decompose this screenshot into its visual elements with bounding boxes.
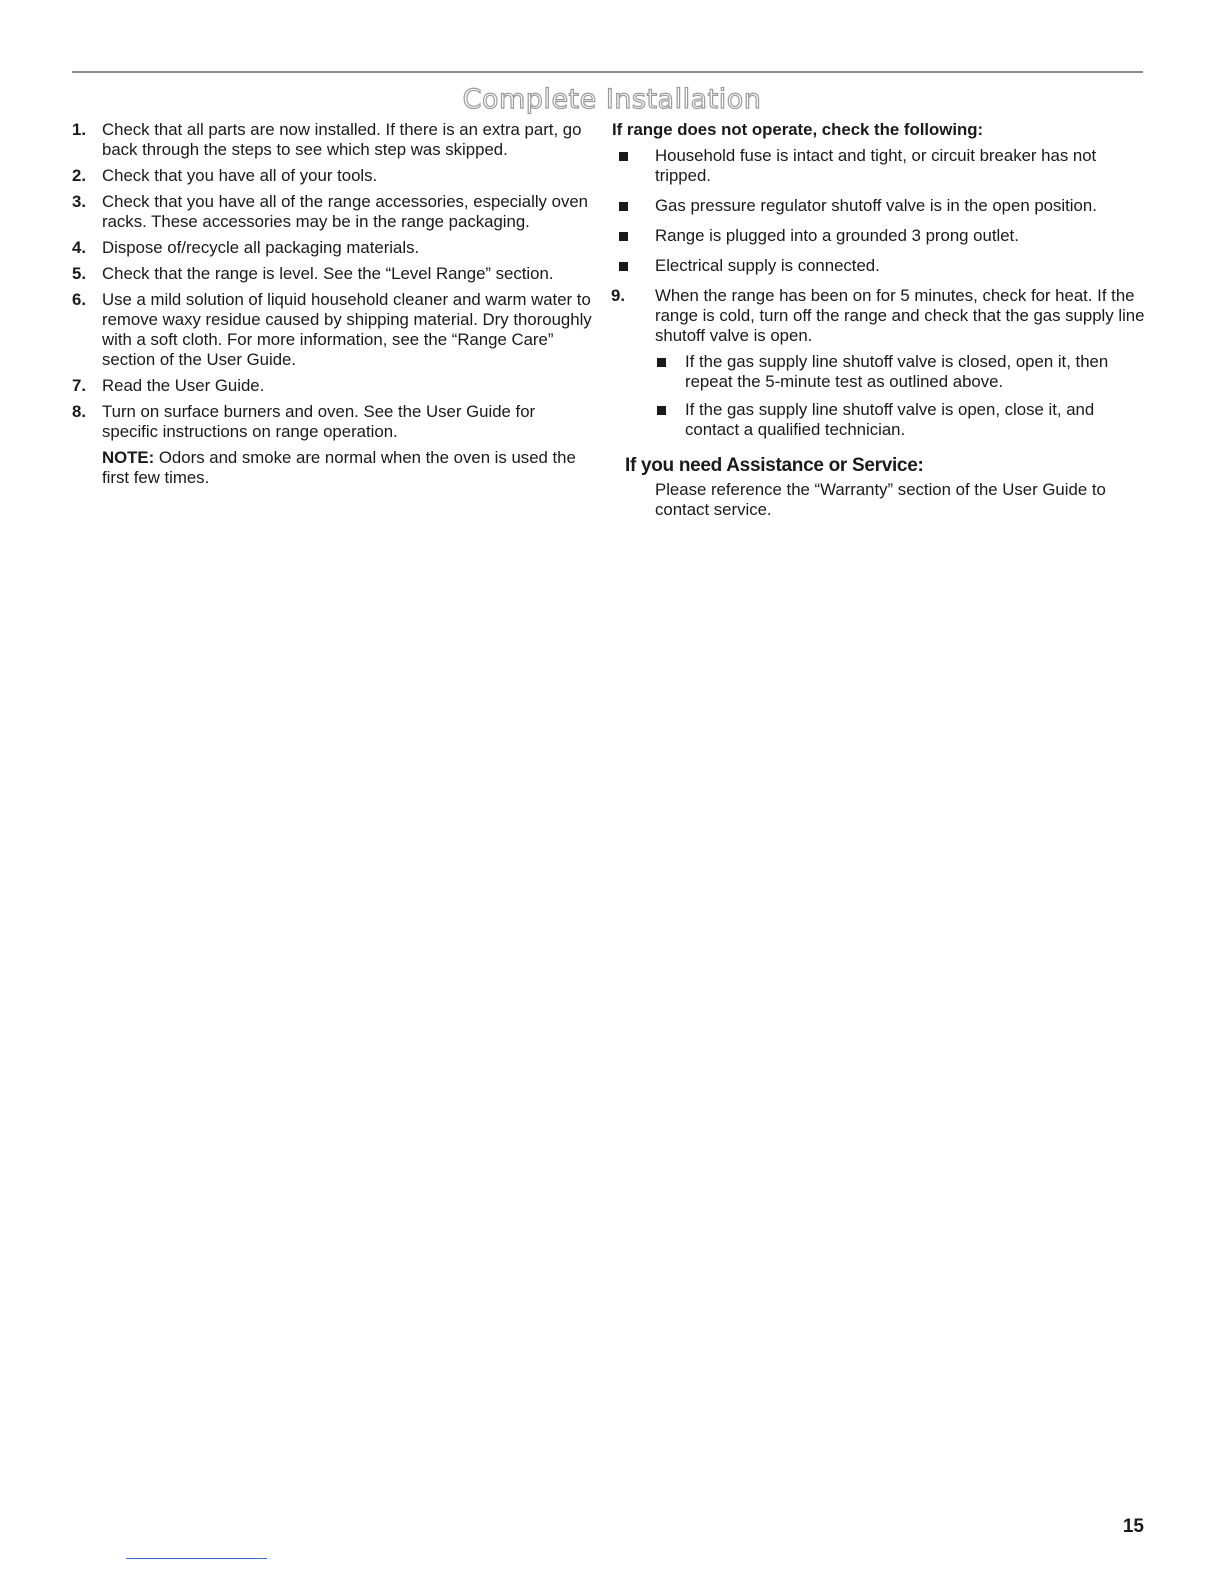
step-text: When the range has been on for 5 minutes, check for heat. If the range is cold, turn off the range and check that the gas supply line shutoff valve is open. (655, 286, 1145, 345)
step-text: Turn on surface burners and oven. See the User Guide for specific instructions on range operation. (102, 402, 536, 441)
step-text: Use a mild solution of liquid household cleaner and warm water to remove waxy residue caused by shipping material. Dry thoroughly with a soft cloth. For more information, see the “Range Care” section of the User Guide. (102, 290, 592, 369)
check-bullet (612, 146, 1147, 186)
step-text: Check that you have all of the range accessories, especially oven racks. These accessories may be in the range packaging. (102, 192, 589, 231)
check-bullet-text: Household fuse is intact and tight, or circuit breaker has not tripped. (655, 146, 1097, 185)
step-item (72, 402, 592, 488)
step-number: 5. (72, 264, 86, 283)
square-bullet-icon (619, 152, 628, 161)
step-item (72, 376, 592, 396)
step-item (72, 264, 592, 284)
page-title: Complete Installation (462, 84, 762, 115)
step-number: 9. (611, 286, 625, 305)
step-number: 1. (72, 120, 86, 139)
sub-bullet (655, 352, 1147, 392)
step-item (72, 166, 592, 186)
step-text: Dispose of/recycle all packaging materials. (102, 238, 420, 257)
sub-bullet-text: If the gas supply line shutoff valve is open, close it, and contact a qualified technician. (685, 400, 1095, 439)
check-bullet-text: Range is plugged into a grounded 3 prong outlet. (655, 226, 1019, 245)
note (102, 448, 592, 488)
square-bullet-icon (619, 202, 628, 211)
step-text: Check that the range is level. See the “Level Range” section. (102, 264, 554, 283)
bottom-rule (126, 1558, 267, 1559)
square-bullet-icon (657, 358, 666, 367)
right-column (612, 120, 1147, 520)
check-bullet (612, 196, 1147, 216)
square-bullet-icon (619, 262, 628, 271)
step-number: 6. (72, 290, 86, 309)
step-item (72, 290, 592, 370)
step-item (72, 238, 592, 258)
step-text: Check that you have all of your tools. (102, 166, 378, 185)
step-text: Check that all parts are now installed. If there is an extra part, go back through the steps to see which step was skipped. (102, 120, 582, 159)
step-number: 2. (72, 166, 86, 185)
step-item (72, 120, 592, 160)
step-number: 3. (72, 192, 86, 211)
step-item (612, 286, 1147, 440)
sub-bullet-list (655, 352, 1147, 440)
step-number: 7. (72, 376, 86, 395)
check-bullet-text: Electrical supply is connected. (655, 256, 880, 275)
note-text: Odors and smoke are normal when the oven is used the first few times. (102, 448, 576, 487)
note-label: NOTE: (102, 448, 155, 467)
step-item (72, 192, 592, 232)
page-number: 15 (1122, 1516, 1144, 1537)
check-bullet (612, 226, 1147, 246)
check-heading: If range does not operate, check the following: (612, 120, 984, 139)
step-text: Read the User Guide. (102, 376, 265, 395)
sub-bullet-text: If the gas supply line shutoff valve is closed, open it, then repeat the 5-minute test as outlined above. (685, 352, 1109, 391)
assistance-heading: If you need Assistance or Service: (625, 455, 924, 476)
top-rule (72, 71, 1143, 73)
square-bullet-icon (619, 232, 628, 241)
step-number: 4. (72, 238, 86, 257)
step-number: 8. (72, 402, 86, 421)
sub-bullet (655, 400, 1147, 440)
check-bullet-text: Gas pressure regulator shutoff valve is in the open position. (655, 196, 1097, 215)
left-column (72, 120, 592, 494)
assistance-text: Please reference the “Warranty” section of the User Guide to contact service. (655, 480, 1106, 519)
square-bullet-icon (657, 406, 666, 415)
check-bullet (612, 256, 1147, 276)
